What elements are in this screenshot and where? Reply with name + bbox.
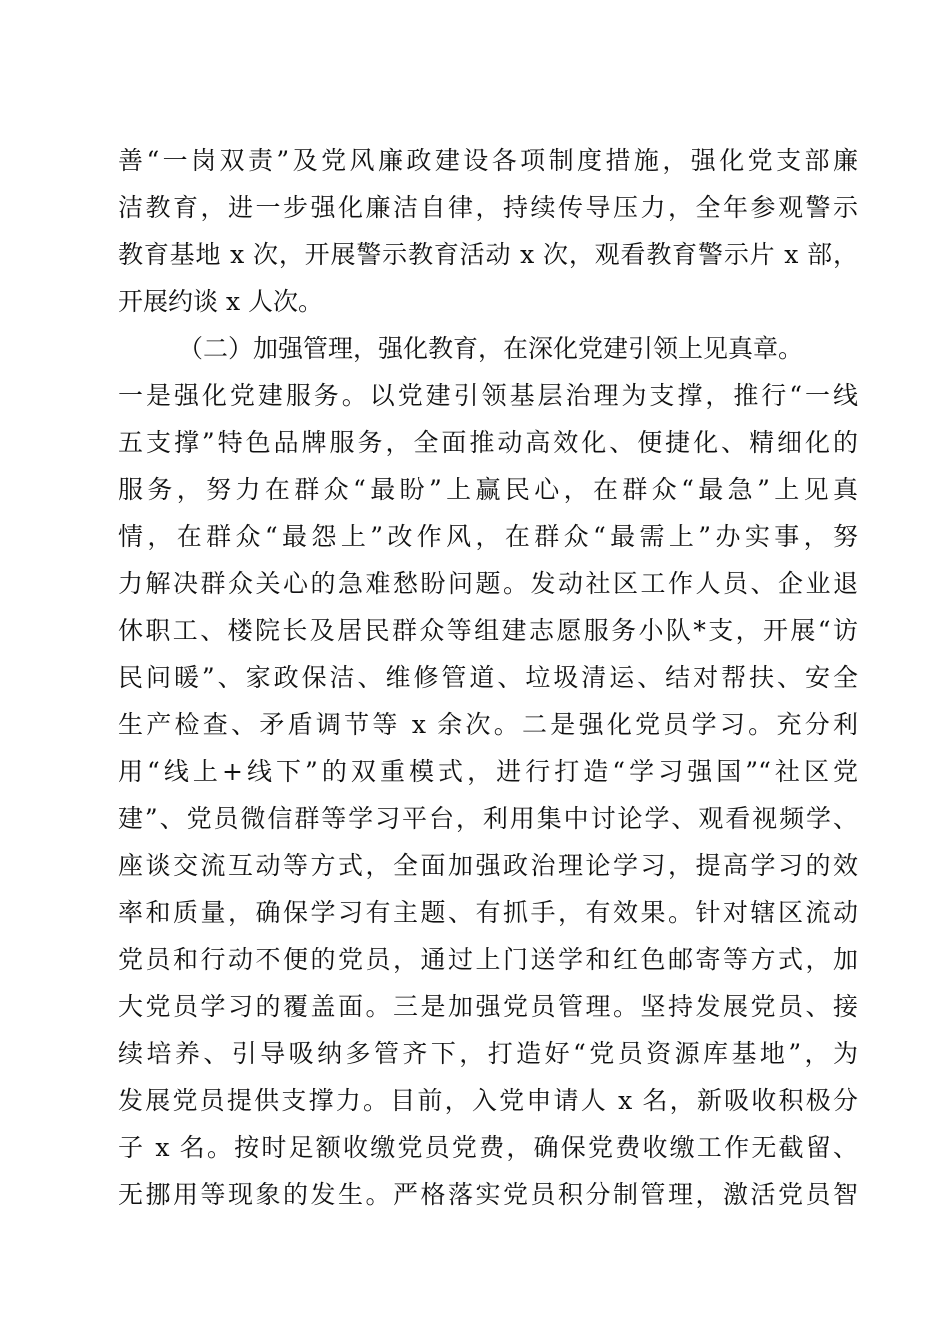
paragraph-line: 服务，努力在群众“最盼”上赢民心，在群众“最急”上见真 bbox=[118, 475, 858, 504]
paragraph-line: 党员和行动不便的党员，通过上门送学和红色邮寄等方式，加 bbox=[118, 945, 858, 974]
paragraph-line: 民问暖”、家政保洁、维修管道、垃圾清运、结对帮扶、安全 bbox=[118, 663, 858, 692]
paragraph-line: 一是强化党建服务。以党建引领基层治理为支撑，推行“一线 bbox=[118, 381, 858, 410]
paragraph-line: 洁教育，进一步强化廉洁自律，持续传导压力，全年参观警示 bbox=[118, 193, 858, 222]
paragraph-line: 开展约谈 x 人次。 bbox=[118, 287, 323, 316]
paragraph-line: 座谈交流互动等方式，全面加强政治理论学习，提高学习的效 bbox=[118, 851, 858, 880]
paragraph-line: 续培养、引导吸纳多管齐下，打造好“党员资源库基地”，为 bbox=[118, 1039, 858, 1068]
paragraph-line: 生产检查、矛盾调节等 x 余次。二是强化党员学习。充分利 bbox=[118, 710, 858, 739]
paragraph-line: 五支撑”特色品牌服务，全面推动高效化、便捷化、精细化的 bbox=[118, 428, 858, 457]
paragraph-line: 力解决群众关心的急难愁盼问题。发动社区工作人员、企业退 bbox=[118, 569, 858, 598]
paragraph-line: 率和质量，确保学习有主题、有抓手，有效果。针对辖区流动 bbox=[118, 898, 858, 927]
body-text bbox=[118, 137, 858, 1218]
paragraph-line: 发展党员提供支撑力。目前，入党申请人 x 名，新吸收积极分 bbox=[118, 1086, 858, 1115]
paragraph-line: 无挪用等现象的发生。严格落实党员积分制管理，激活党员智 bbox=[118, 1180, 858, 1209]
paragraph-line: 子 x 名。按时足额收缴党员党费，确保党费收缴工作无截留、 bbox=[118, 1133, 858, 1162]
paragraph-line: 休职工、楼院长及居民群众等组建志愿服务小队*支，开展“访 bbox=[118, 616, 858, 645]
paragraph-line: 善“一岗双责”及党风廉政建设各项制度措施，强化党支部廉 bbox=[118, 146, 858, 175]
paragraph-line: 情，在群众“最怨上”改作风，在群众“最需上”办实事，努 bbox=[118, 522, 858, 551]
paragraph-line: 建”、党员微信群等学习平台，利用集中讨论学、观看视频学、 bbox=[118, 804, 858, 833]
section-heading: （二）加强管理，强化教育，在深化党建引领上见真章。 bbox=[178, 334, 804, 363]
paragraph-line: 用“线上+线下”的双重模式，进行打造“学习强国”“社区党 bbox=[118, 757, 858, 786]
paragraph-line: 教育基地 x 次，开展警示教育活动 x 次，观看教育警示片 x 部， bbox=[118, 240, 858, 269]
paragraph-line: 大党员学习的覆盖面。三是加强党员管理。坚持发展党员、接 bbox=[118, 992, 858, 1021]
